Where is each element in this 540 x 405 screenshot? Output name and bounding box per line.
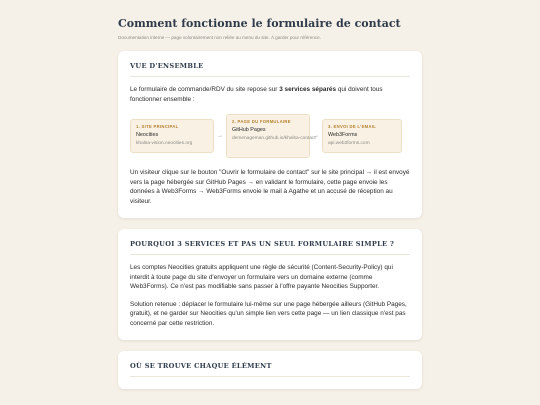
why-title: POURQUOI 3 SERVICES ET PAS UN SEUL FORMULAIRE SIMPLE ? <box>130 240 410 255</box>
overview-title: VUE D'ENSEMBLE <box>130 62 410 77</box>
service-step-1 <box>130 119 214 153</box>
service-step-3 <box>322 119 402 153</box>
page-container <box>118 0 422 389</box>
service-step-url: khalsa-vision.neocities.org <box>136 141 193 146</box>
overview-intro-before: Le formulaire de commande/RDV du site repose sur <box>130 86 280 93</box>
overview-card <box>118 51 422 218</box>
page-subtitle: Documentation interne — page volontairement non reliée au menu du site. À garder pour référence. <box>118 35 322 40</box>
overview-intro <box>130 85 410 104</box>
overview-description: Un visiteur clique sur le bouton "Ouvrir le formulaire de contact" sur le site principal → il est envoyé vers la page hébergée sur GitHub Pages → en validant le formulaire, cette page envoie les données à Web3Forms → Web3Forms envoie le mail à Agathe et un accusé de réception au visiteur. <box>130 169 410 205</box>
service-step-name: Web3Forms <box>328 132 358 138</box>
service-step-label: 2. PAGE DU FORMULAIRE <box>232 119 291 124</box>
where-title: OÙ SE TROUVE CHAQUE ÉLÉMENT <box>130 362 410 377</box>
arrow-right-icon: → <box>313 133 319 139</box>
arrow-right-icon: → <box>217 133 223 139</box>
service-step-label: 1. SITE PRINCIPAL <box>136 124 179 129</box>
page-title: Comment fonctionne le formulaire de contact <box>118 17 401 30</box>
service-step-name: Neocities <box>136 132 159 138</box>
service-step-label: 3. ENVOI DE L'EMAIL <box>328 124 377 129</box>
where-card <box>118 351 422 389</box>
service-step-url: demenageman.github.io/khalsa-contact <box>232 136 316 141</box>
service-step-name: GitHub Pages <box>232 127 266 133</box>
service-flow <box>130 114 410 158</box>
why-card <box>118 229 422 340</box>
service-step-2 <box>226 114 316 158</box>
overview-intro-after: qui doivent tous fonctionner ensemble : <box>130 86 383 103</box>
service-step-url: api.web3forms.com <box>328 141 370 146</box>
overview-intro-bold: 3 services séparés <box>279 86 337 93</box>
why-paragraph-2: Solution retenue : déplacer le formulaire lui-même sur une page hébergée ailleurs (GitHub Pages, gratuit), et ne garder sur Neocities qu'un simple lien vers cette page — un lien classique n'est pas concerné par cette restriction. <box>130 300 407 327</box>
why-paragraph-1: Les comptes Neocities gratuits appliquent une règle de sécurité (Content-Security-Policy) qui interdit à toute page du site d'envoyer un formulaire vers un domaine externe (comme Web3Forms). Ce n'est pas modifiable sans passer à l'offre payante Neocities Supporter. <box>130 264 393 290</box>
